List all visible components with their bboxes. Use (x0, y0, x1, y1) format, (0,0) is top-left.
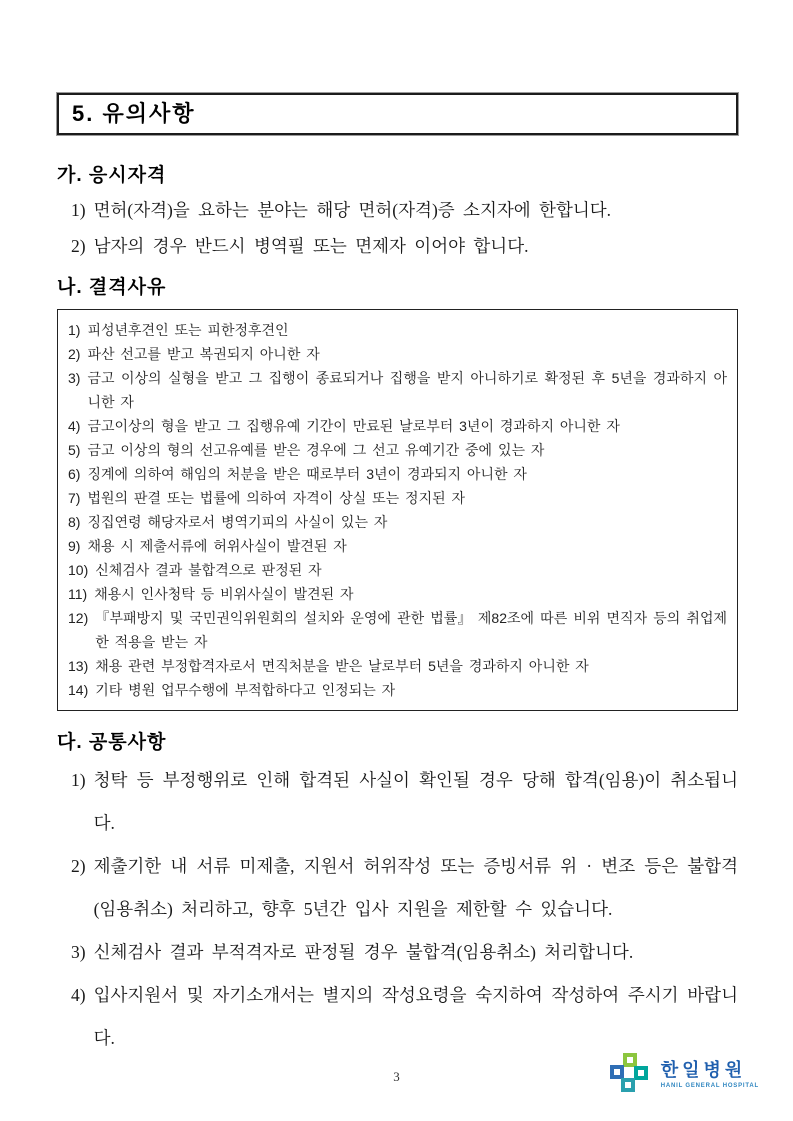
list-item (71, 228, 738, 264)
item-text: 채용시 인사청탁 등 비위사실이 발견된 자 (94, 586, 354, 602)
item-number: 12) (68, 610, 89, 626)
item-text: 법원의 판결 또는 법률에 의하여 자격이 상실 또는 정지된 자 (87, 490, 466, 506)
logo-square-teal (634, 1066, 648, 1080)
section-common (57, 727, 738, 1060)
item-number: 11) (68, 586, 88, 602)
page-title: 5. 유의사항 (57, 93, 738, 135)
section-eligibility (57, 160, 738, 264)
item-text: 피성년후견인 또는 피한정후견인 (87, 322, 289, 338)
item-number: 1) (68, 322, 81, 338)
item-text: 청탁 등 부정행위로 인해 합격된 사실이 확인될 경우 당해 합격(임용)이 취소됩니다. (93, 770, 738, 833)
item-text: 금고이상의 형을 받고 그 집행유예 기간이 만료된 날로부터 3년이 경과하지 아니한 자 (87, 418, 620, 434)
disqualification-box (57, 309, 738, 711)
section-items (57, 759, 738, 1060)
section-disqualification (57, 272, 738, 711)
logo-square-cyan (621, 1078, 635, 1092)
item-number: 3) (68, 370, 81, 386)
item-text: 신체검사 결과 부적격자로 판정될 경우 불합격(임용취소) 처리합니다. (93, 942, 634, 962)
page-number: 3 (393, 1069, 400, 1084)
list-item (68, 366, 727, 414)
item-number: 3) (71, 942, 86, 962)
list-item (68, 654, 727, 678)
item-text: 채용 관련 부정합격자로서 면직처분을 받은 날로부터 5년을 경과하지 아니한 자 (95, 658, 589, 674)
section-heading: 다. 공통사항 (57, 732, 167, 753)
list-item (71, 845, 738, 931)
list-item (68, 342, 727, 366)
list-item (68, 534, 727, 558)
section-heading: 나. 결격사유 (57, 277, 167, 298)
item-text: 채용 시 제출서류에 허위사실이 발견된 자 (87, 538, 347, 554)
item-text: 징계에 의하여 해임의 처분을 받은 때로부터 3년이 경과되지 아니한 자 (87, 466, 527, 482)
item-text: 남자의 경우 반드시 병역필 또는 면제자 이어야 합니다. (93, 236, 529, 256)
list-item (68, 438, 727, 462)
hospital-name-english: HANIL GENERAL HOSPITAL (660, 1082, 759, 1089)
item-text: 금고 이상의 실형을 받고 그 집행이 종료되거나 집행을 받지 아니하기로 확정된 후 5년을 경과하지 아니한 자 (87, 370, 727, 410)
item-number: 9) (68, 538, 81, 554)
item-text: 신체검사 결과 불합격으로 판정된 자 (95, 562, 322, 578)
item-number: 13) (68, 658, 89, 674)
item-number: 4) (71, 985, 86, 1005)
list-item (68, 678, 727, 702)
item-number: 10) (68, 562, 89, 578)
item-number: 2) (71, 856, 86, 876)
logo-square-green (623, 1053, 637, 1067)
item-text: 징집연령 해당자로서 병역기피의 사실이 있는 자 (87, 514, 388, 530)
item-text: 기타 병원 업무수행에 부적합하다고 인정되는 자 (95, 682, 396, 698)
list-item (71, 974, 738, 1060)
hospital-name: 한일병원 (660, 1060, 747, 1081)
section-items (57, 192, 738, 264)
item-number: 2) (71, 236, 86, 256)
item-number: 1) (71, 200, 86, 220)
list-item (71, 759, 738, 845)
item-text: 면허(자격)을 요하는 분야는 해당 면허(자격)증 소지자에 한합니다. (93, 200, 612, 220)
list-item (68, 318, 727, 342)
list-item (68, 462, 727, 486)
list-item (71, 192, 738, 228)
item-number: 6) (68, 466, 81, 482)
list-item (68, 558, 727, 582)
list-item (68, 606, 727, 654)
hospital-cross-icon (610, 1053, 654, 1097)
item-number: 14) (68, 682, 89, 698)
list-item (68, 414, 727, 438)
hospital-logo (610, 1053, 759, 1097)
list-item (71, 931, 738, 974)
item-text: 『부패방지 및 국민권익위원회의 설치와 운영에 관한 법률』 제82조에 따른 비위 면직자 등의 취업제한 적용을 받는 자 (95, 610, 727, 650)
item-text: 제출기한 내 서류 미제출, 지원서 허위작성 또는 증빙서류 위 · 변조 등은 불합격(임용취소) 처리하고, 향후 5년간 입사 지원을 제한할 수 있습니다. (93, 856, 738, 919)
logo-square-blue (610, 1065, 624, 1079)
item-text: 금고 이상의 형의 선고유예를 받은 경우에 그 선고 유예기간 중에 있는 자 (87, 442, 545, 458)
item-number: 4) (68, 418, 81, 434)
item-number: 8) (68, 514, 81, 530)
document-content (57, 93, 738, 1060)
list-item (68, 486, 727, 510)
item-number: 5) (68, 442, 81, 458)
item-text: 입사지원서 및 자기소개서는 별지의 작성요령을 숙지하여 작성하여 주시기 바랍니다. (93, 985, 738, 1048)
item-number: 2) (68, 346, 81, 362)
list-item (68, 582, 727, 606)
item-number: 7) (68, 490, 81, 506)
item-text: 파산 선고를 받고 복권되지 아니한 자 (87, 346, 320, 362)
section-heading: 가. 응시자격 (57, 165, 167, 186)
item-number: 1) (71, 770, 86, 790)
hospital-logo-text (661, 1061, 759, 1089)
list-item (68, 510, 727, 534)
